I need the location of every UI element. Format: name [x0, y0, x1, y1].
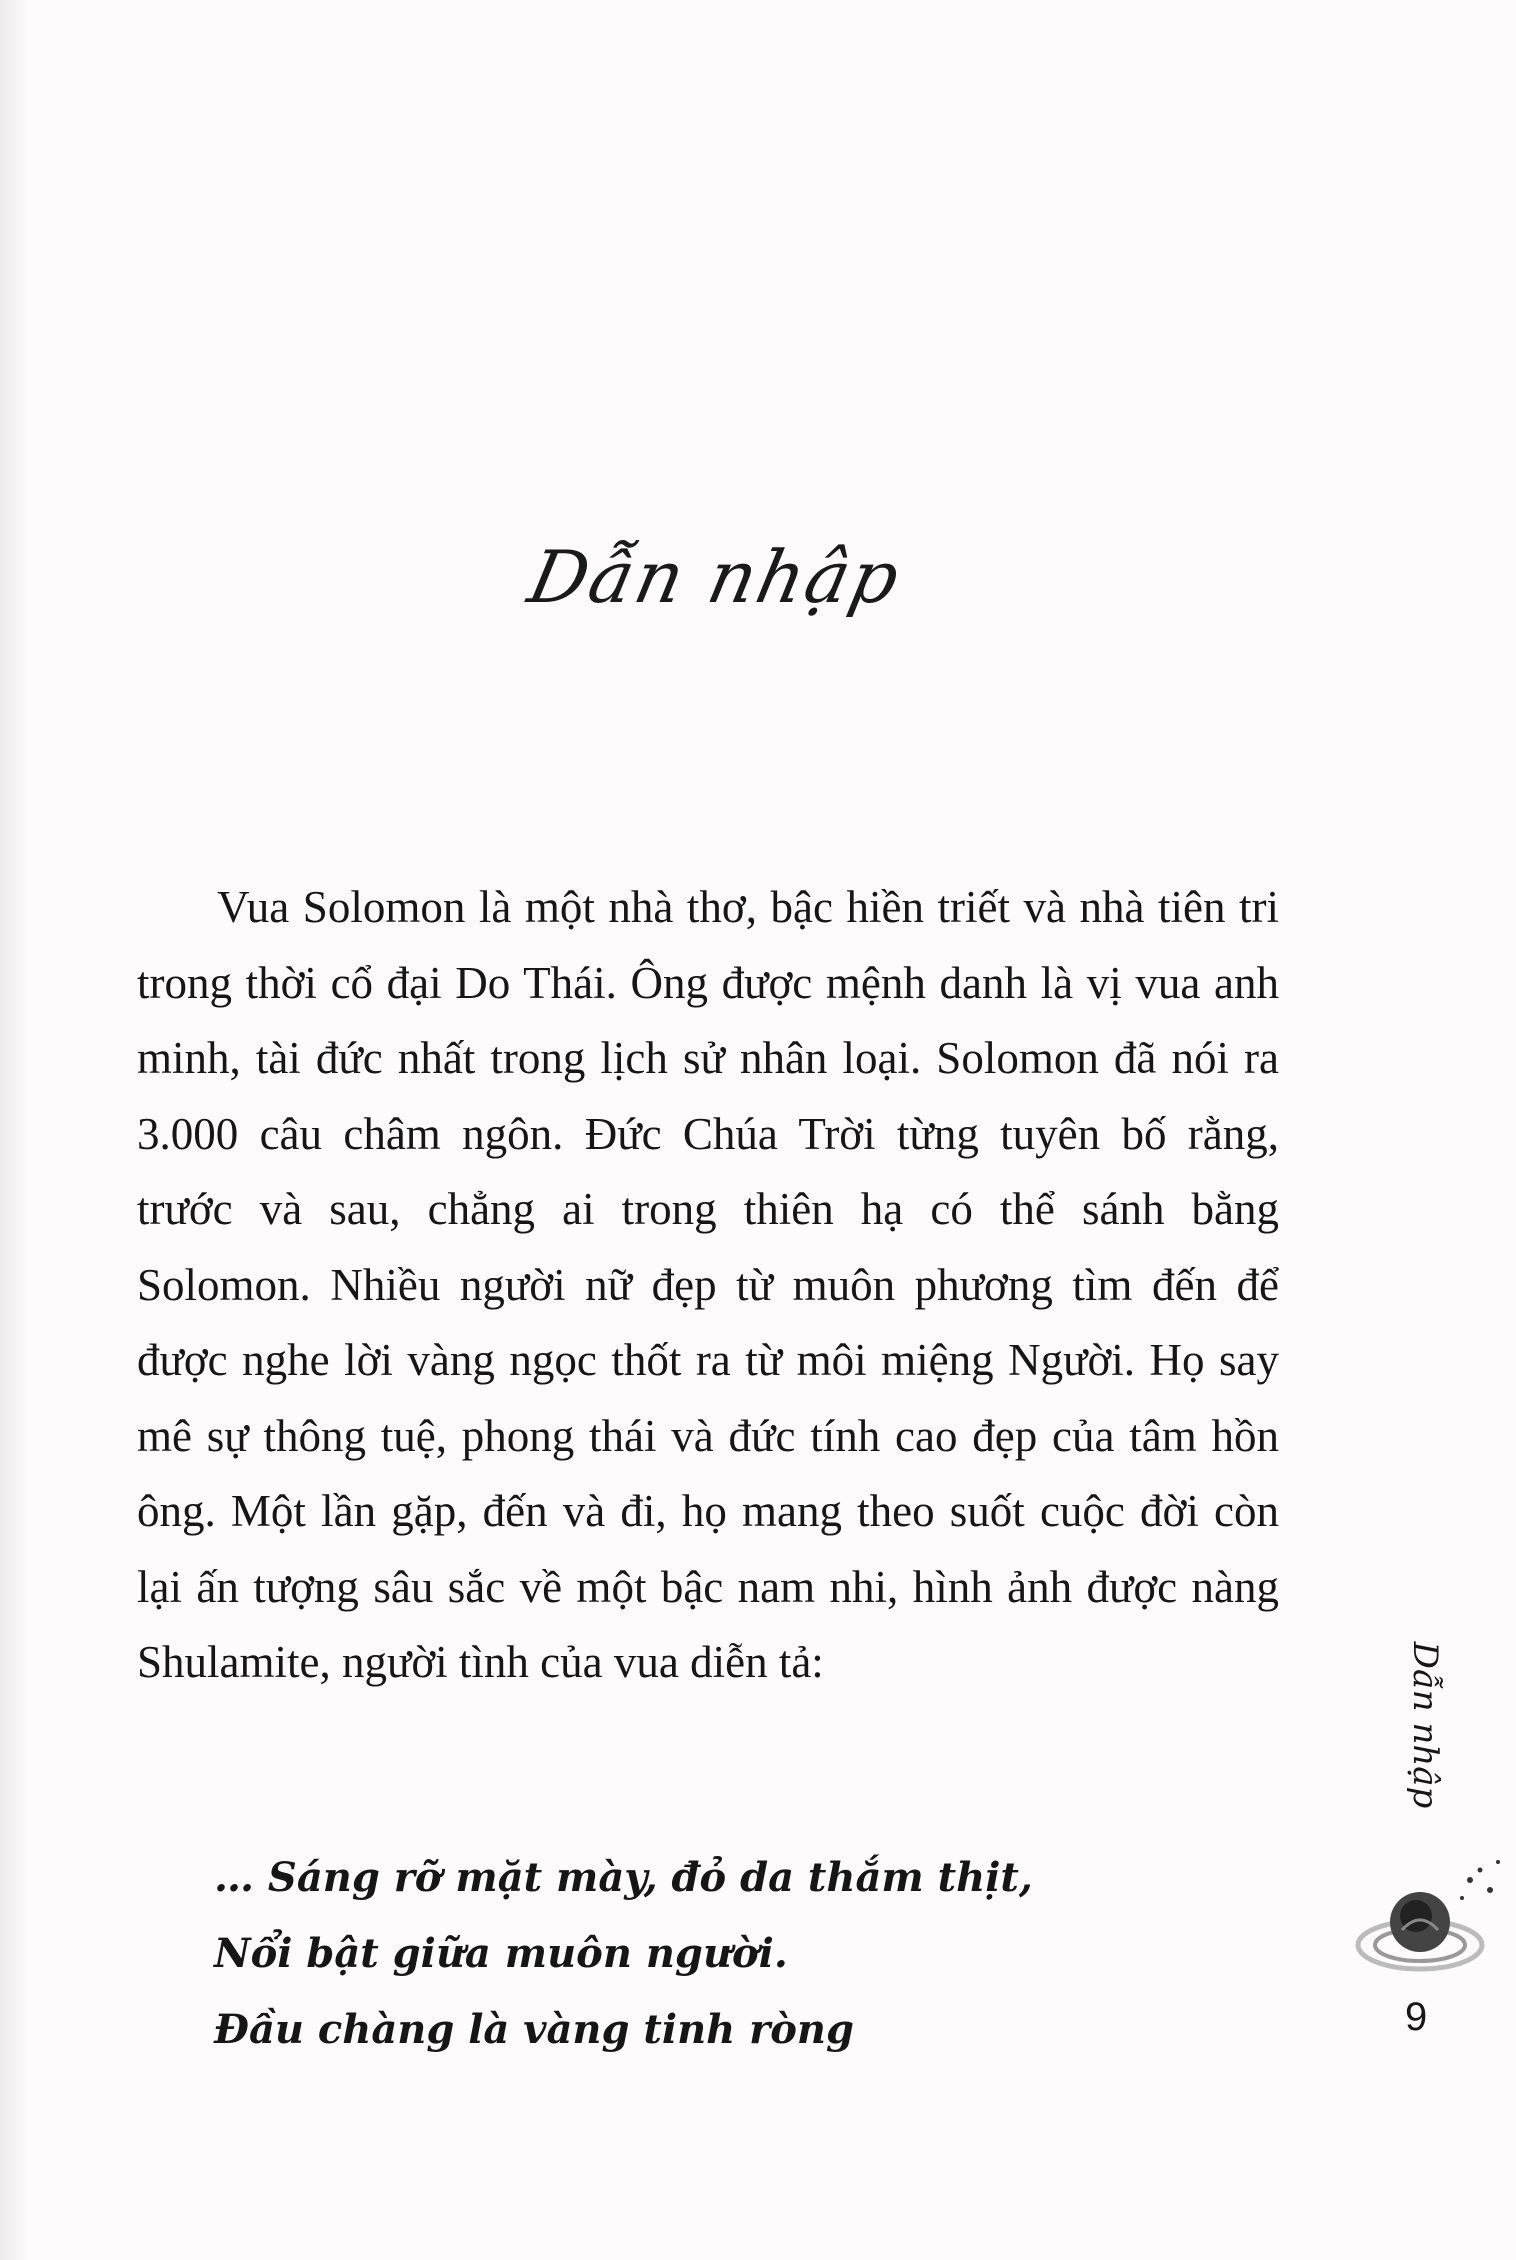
- poem-line: Đầu chàng là vàng tinh ròng: [214, 2006, 854, 2053]
- running-header-text: Dẫn nhập: [1405, 1641, 1445, 1809]
- body-text: [137, 870, 1279, 1701]
- running-header: [1395, 1630, 1455, 1820]
- poem-quote: [214, 1840, 1033, 2068]
- poem-line: Nổi bật giữa muôn người.: [214, 1930, 788, 1977]
- page-edge-shadow: [0, 0, 28, 2260]
- chapter-title: Dẫn nhập: [521, 535, 909, 619]
- poem-line: … Sáng rỡ mặt mày, đỏ da thắm thịt,: [214, 1854, 1033, 1901]
- rose-icon: [1340, 1850, 1510, 1990]
- intro-paragraph: Vua Solomon là một nhà thơ, bậc hiền triết và nhà tiên tri trong thời cổ đại Do Thái. Ông được mệnh danh là vị vua anh minh, tài đức nhất trong lịch sử nhân loại. Solomon đã nói ra 3.000 câu châm ngôn. Đức Chúa Trời từng tuyên bố rằng, trước và sau, chẳng ai trong thiên hạ có thể sánh bằng Solomon. Nhiều người nữ đẹp từ muôn phương tìm đến để được nghe lời vàng ngọc thốt ra từ môi miệng Người. Họ say mê sự thông tuệ, phong thái và đức tính cao đẹp của tâm hồn ông. Một lần gặp, đến và đi, họ mang theo suốt cuộc đời còn lại ấn tượng sâu sắc về một bậc nam nhi, hình ảnh được nàng Shulamite, người tình của vua diễn tả:: [137, 882, 1279, 1687]
- page-number: 9: [1405, 1995, 1428, 2039]
